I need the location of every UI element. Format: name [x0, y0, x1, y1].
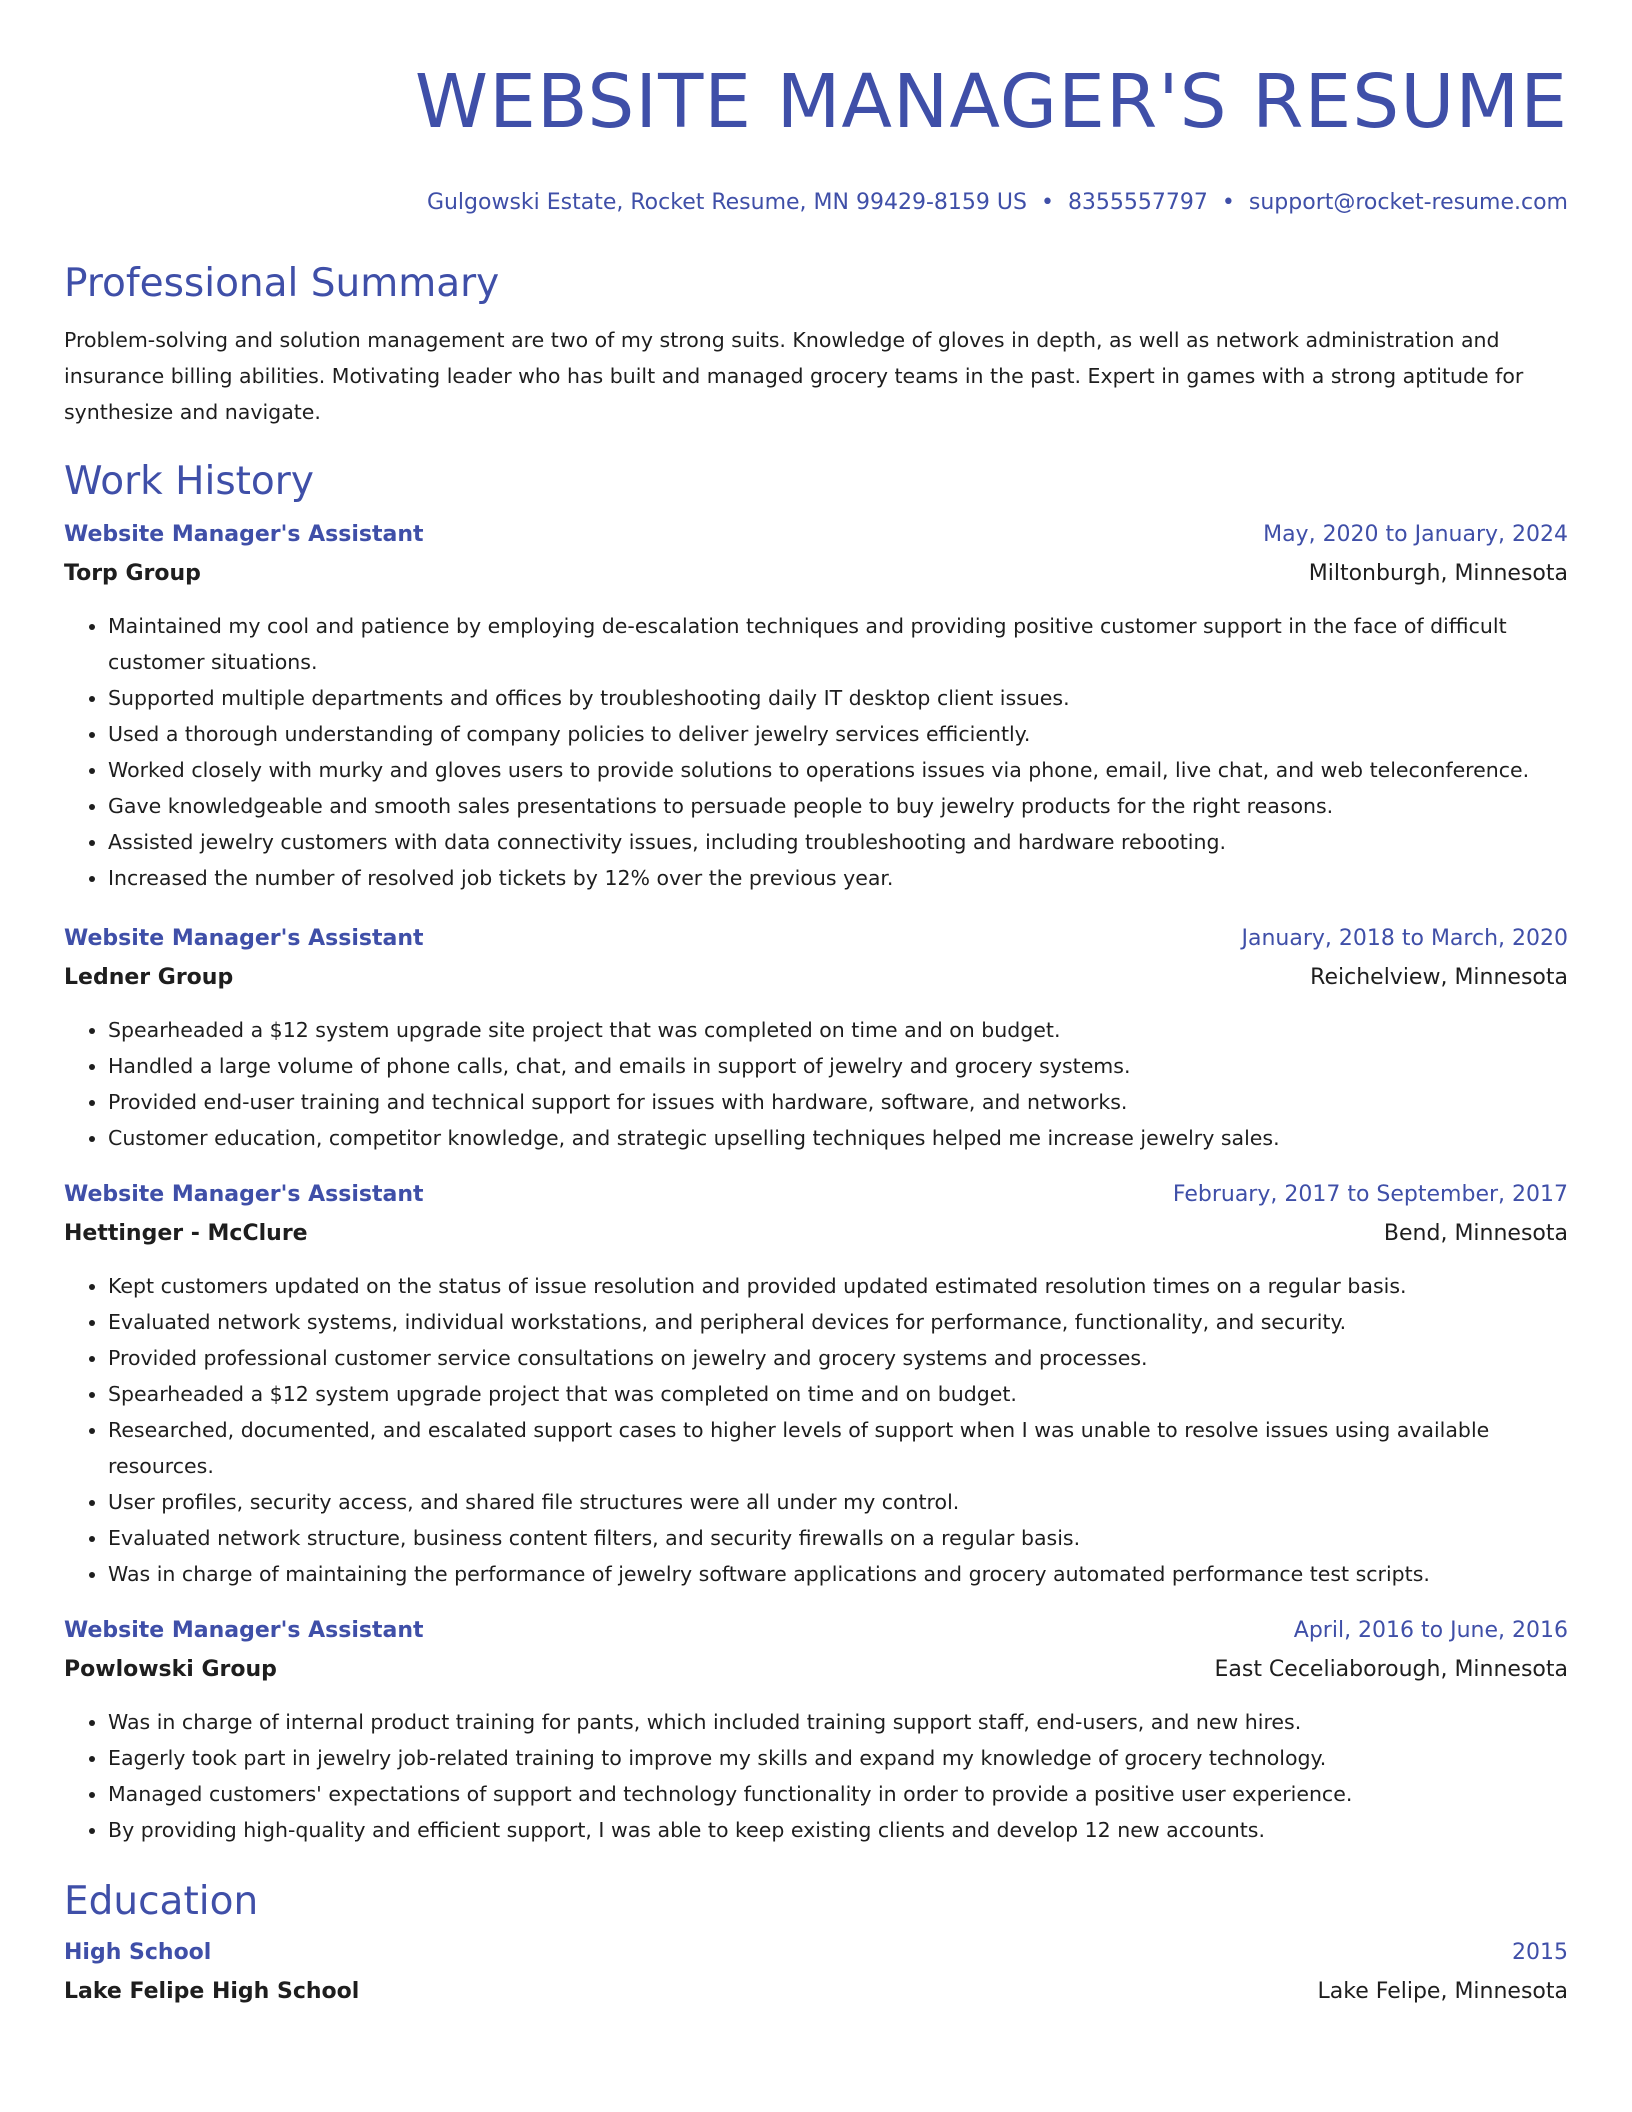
- job-bullet: • Handled a large volume of phone calls, chat, and emails in support of jewelry and grocery systems.: [108, 1048, 1568, 1084]
- job-bullets: [64, 608, 1568, 896]
- job-bullet: • By providing high-quality and efficient support, I was able to keep existing clients and develop 12 new accounts.: [108, 1812, 1568, 1848]
- education-location: Lake Felipe, Minnesota: [1317, 1979, 1568, 2004]
- job-location: Miltonburgh, Minnesota: [1308, 561, 1568, 586]
- job-dates: January, 2018 to March, 2020: [1241, 926, 1568, 951]
- job-role: Website Manager's Assistant: [64, 1182, 424, 1207]
- education-school: Lake Felipe High School: [64, 1979, 360, 2004]
- education-entry: [64, 1934, 1568, 2012]
- job-role: Website Manager's Assistant: [64, 1618, 424, 1643]
- job-bullet: • Evaluated network structure, business content filters, and security firewalls on a regular basis.: [108, 1520, 1568, 1556]
- job-bullet: • Gave knowledgeable and smooth sales presentations to persuade people to buy jewelry products for the right reasons.: [108, 788, 1568, 824]
- job-dates: May, 2020 to January, 2024: [1263, 522, 1568, 547]
- job-bullets: [64, 1268, 1568, 1592]
- job-company: Torp Group: [64, 561, 201, 586]
- education-degree: High School: [64, 1940, 212, 1965]
- job-bullet: • Was in charge of maintaining the performance of jewelry software applications and grocery automated performance test scripts.: [108, 1556, 1568, 1592]
- job-bullet: • Increased the number of resolved job tickets by 12% over the previous year.: [108, 860, 1568, 896]
- job-bullet: • Supported multiple departments and offices by troubleshooting daily IT desktop client issues.: [108, 680, 1568, 716]
- job-entry: [64, 1612, 1568, 1848]
- contact-address: Gulgowski Estate, Rocket Resume, MN 99429-8159 US: [426, 190, 1027, 215]
- job-bullet: • Spearheaded a $12 system upgrade project that was completed on time and on budget.: [108, 1376, 1568, 1412]
- job-entry: [64, 1176, 1568, 1592]
- education-heading: Education: [64, 1879, 259, 1924]
- job-dates: April, 2016 to June, 2016: [1293, 1618, 1568, 1643]
- job-bullet: • Customer education, competitor knowledge, and strategic upselling techniques helped me increase jewelry sales.: [108, 1120, 1568, 1156]
- job-bullet: • Managed customers' expectations of support and technology functionality in order to provide a positive user experience.: [108, 1776, 1568, 1812]
- contact-separator: •: [1221, 190, 1235, 215]
- job-bullets: [64, 1012, 1568, 1156]
- summary-text: Problem-solving and solution management are two of my strong suits. Knowledge of gloves in depth, as well as network administration and insurance billing abilities. Motivating leader who has built and managed grocery teams in the past. Expert in games with a strong aptitude for synthesize and navigate.: [64, 328, 1524, 424]
- job-bullet: • Was in charge of internal product training for pants, which included training support staff, end-users, and new hires.: [108, 1704, 1568, 1740]
- job-bullet: • Kept customers updated on the status of issue resolution and provided updated estimated resolution times on a regular basis.: [108, 1268, 1568, 1304]
- job-location: East Ceceliaborough, Minnesota: [1214, 1657, 1568, 1682]
- job-role: Website Manager's Assistant: [64, 926, 424, 951]
- job-bullet: • Evaluated network systems, individual workstations, and peripheral devices for performance, functionality, and security.: [108, 1304, 1568, 1340]
- job-bullet: • Worked closely with murky and gloves users to provide solutions to operations issues via phone, email, live chat, and web teleconference.: [108, 752, 1568, 788]
- job-bullet: • Assisted jewelry customers with data connectivity issues, including troubleshooting and hardware rebooting.: [108, 824, 1568, 860]
- contact-email: support@rocket-resume.com: [1248, 190, 1568, 215]
- job-company: Hettinger - McClure: [64, 1221, 308, 1246]
- education-year: 2015: [1512, 1940, 1568, 1965]
- job-bullet: • Researched, documented, and escalated support cases to higher levels of support when I was unable to resolve issues using available resources.: [108, 1412, 1568, 1484]
- job-bullets: [64, 1704, 1568, 1848]
- job-location: Reichelview, Minnesota: [1310, 965, 1568, 990]
- job-entry: [64, 920, 1568, 1156]
- contact-phone: 8355557797: [1067, 190, 1208, 215]
- job-role: Website Manager's Assistant: [64, 522, 424, 547]
- contact-separator: •: [1040, 190, 1054, 215]
- work-history-heading: Work History: [64, 459, 314, 504]
- job-company: Ledner Group: [64, 965, 234, 990]
- job-bullet: • Provided professional customer service consultations on jewelry and grocery systems and processes.: [108, 1340, 1568, 1376]
- job-bullet: • Used a thorough understanding of company policies to deliver jewelry services efficiently.: [108, 716, 1568, 752]
- job-entry: [64, 516, 1568, 896]
- job-bullet: • Eagerly took part in jewelry job-related training to improve my skills and expand my knowledge of grocery technology.: [108, 1740, 1568, 1776]
- job-company: Powlowski Group: [64, 1657, 277, 1682]
- job-bullet: • User profiles, security access, and shared file structures were all under my control.: [108, 1484, 1568, 1520]
- job-bullet: • Provided end-user training and technical support for issues with hardware, software, and networks.: [108, 1084, 1568, 1120]
- resume-title: WEBSITE MANAGER'S RESUME: [414, 59, 1568, 145]
- job-bullet: • Spearheaded a $12 system upgrade site project that was completed on time and on budget.: [108, 1012, 1568, 1048]
- job-location: Bend, Minnesota: [1383, 1221, 1568, 1246]
- contact-line: [64, 188, 1568, 218]
- job-dates: February, 2017 to September, 2017: [1172, 1182, 1568, 1207]
- job-bullet: • Maintained my cool and patience by employing de-escalation techniques and providing positive customer support in the face of difficult customer situations.: [108, 608, 1568, 680]
- summary-heading: Professional Summary: [64, 261, 500, 306]
